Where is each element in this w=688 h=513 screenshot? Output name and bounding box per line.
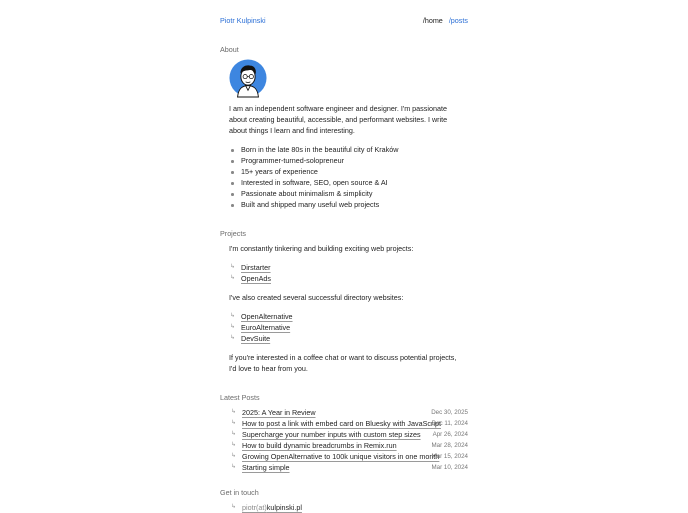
email-link[interactable] — [242, 503, 302, 512]
post-link[interactable]: How to post a link with embed card on Bluesky with JavaScript — [242, 419, 441, 428]
corner-arrow-icon: ↳ — [231, 504, 237, 510]
list-item — [230, 262, 468, 273]
corner-arrow-icon: ↳ — [230, 264, 236, 270]
avatar — [229, 59, 267, 97]
post-date: Mar 28, 2024 — [431, 442, 468, 449]
post-date: Mar 10, 2024 — [431, 464, 468, 471]
nav-posts-link[interactable]: /posts — [448, 15, 468, 25]
site-header — [220, 14, 468, 26]
corner-arrow-icon: ↳ — [231, 420, 237, 426]
list-item — [230, 311, 468, 322]
corner-arrow-icon: ↳ — [231, 464, 237, 470]
contact-invite: If you're interested in a coffee chat or want to discuss potential projects, I'd love to hear from you. — [229, 353, 457, 373]
nav-home-link[interactable]: /home — [422, 15, 443, 25]
post-link[interactable]: 2025: A Year in Review — [242, 408, 316, 417]
about-section — [220, 44, 468, 210]
corner-arrow-icon: ↳ — [230, 324, 236, 330]
projects-list — [229, 262, 468, 284]
corner-arrow-icon: ↳ — [230, 275, 236, 281]
project-link-devsuite[interactable]: DevSuite — [241, 334, 271, 343]
post-date: Dec 11, 2024 — [431, 420, 468, 427]
post-link[interactable]: Supercharge your number inputs with custom step sizes — [242, 430, 421, 439]
main-nav — [423, 15, 468, 26]
corner-arrow-icon: ↳ — [231, 442, 237, 448]
project-link-euroalternative[interactable]: EuroAlternative — [241, 323, 291, 332]
corner-arrow-icon: ↳ — [231, 453, 237, 459]
corner-arrow-icon: ↳ — [230, 313, 236, 319]
contact-section — [220, 487, 468, 513]
list-item — [230, 322, 468, 333]
project-link-openads[interactable]: OpenAds — [241, 274, 271, 283]
table-row — [231, 462, 468, 473]
site-name-link[interactable]: Piotr Kulpinski — [220, 15, 266, 25]
projects-heading: Projects — [220, 229, 246, 238]
post-link[interactable]: How to build dynamic breadcrumbs in Remix.run — [242, 441, 397, 450]
list-item: 15+ years of experience — [241, 166, 468, 177]
contact-list — [220, 502, 468, 513]
list-item — [230, 333, 468, 344]
projects-section — [220, 228, 468, 374]
list-item: Passionate about minimalism & simplicity — [241, 188, 468, 199]
directory-intro: I've also created several successful directory websites: — [229, 293, 404, 302]
about-intro: I am an independent software engineer and designer. I'm passionate about creating beautiful, accessible, and performant websites. I write about things I learn and find interesting. — [229, 104, 448, 135]
project-link-openalternative[interactable]: OpenAlternative — [241, 312, 293, 321]
contact-heading: Get in touch — [220, 488, 259, 497]
table-row — [231, 440, 468, 451]
email-user: piotr — [242, 503, 256, 512]
list-item: Interested in software, SEO, open source & AI — [241, 177, 468, 188]
projects-intro: I'm constantly tinkering and building exciting web projects: — [229, 244, 414, 253]
latest-posts-section — [220, 392, 468, 473]
list-item: Programmer-turned-solopreneur — [241, 155, 468, 166]
about-facts-list — [229, 144, 468, 210]
table-row — [231, 418, 468, 429]
list-item: Built and shipped many useful web projects — [241, 199, 468, 210]
project-link-dirstarter[interactable]: Dirstarter — [241, 263, 271, 272]
email-at: (at) — [255, 503, 267, 512]
list-item — [230, 273, 468, 284]
post-date: Mar 15, 2024 — [431, 453, 468, 460]
post-link[interactable]: Starting simple — [242, 463, 290, 472]
list-item — [231, 502, 468, 513]
latest-posts-heading: Latest Posts — [220, 393, 260, 402]
table-row — [231, 451, 468, 462]
table-row — [231, 429, 468, 440]
corner-arrow-icon: ↳ — [230, 335, 236, 341]
post-date: Apr 26, 2024 — [432, 431, 468, 438]
post-link[interactable]: Growing OpenAlternative to 100k unique visitors in one month — [242, 452, 440, 461]
corner-arrow-icon: ↳ — [231, 409, 237, 415]
list-item: Born in the late 80s in the beautiful city of Kraków — [241, 144, 468, 155]
posts-list — [220, 407, 468, 473]
post-date: Dec 30, 2025 — [431, 409, 468, 416]
about-heading: About — [220, 45, 239, 54]
directory-list — [229, 311, 468, 344]
page — [220, 14, 468, 513]
corner-arrow-icon: ↳ — [231, 431, 237, 437]
email-domain: kulpinski.pl — [266, 503, 302, 512]
table-row — [231, 407, 468, 418]
